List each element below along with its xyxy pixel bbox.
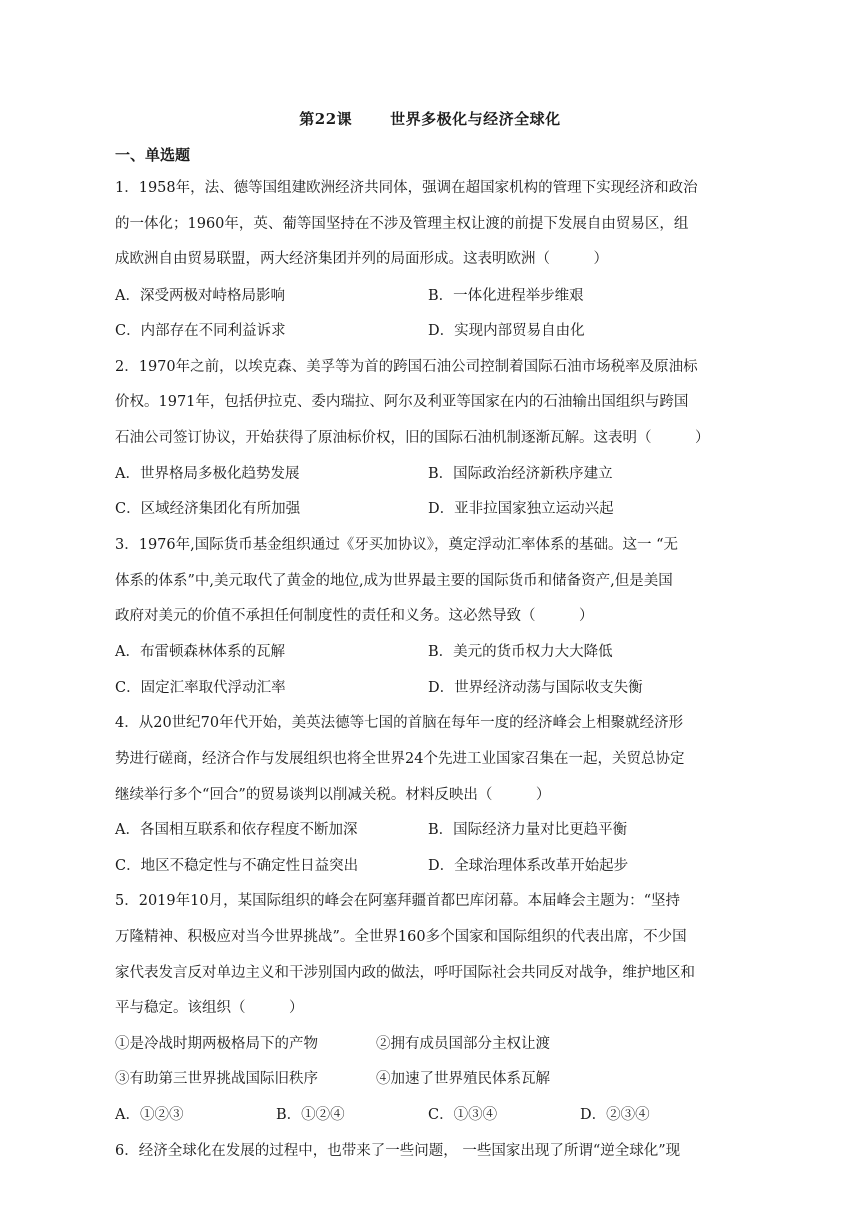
- q4-line-3: 继续举行多个“回合”的贸易谈判以削减关税。材料反映出（ ）: [115, 787, 551, 803]
- q2-option-d: D．亚非拉国家独立运动兴起: [428, 501, 614, 517]
- q5-option-d: D．②③④: [580, 1107, 650, 1123]
- q2-line-1: 2．1970年之前，以埃克森、美孚等为首的跨国石油公司控制着国际石油市场税率及原油标: [115, 359, 698, 375]
- q5-line-1: 5．2019年10月，某国际组织的峰会在阿塞拜疆首都巴库闭幕。本届峰会主题为：“坚持: [115, 893, 680, 909]
- q2-option-c: C．区域经济集团化有所加强: [115, 501, 301, 517]
- section-heading: 一、单选题: [115, 146, 191, 164]
- q1-line-3: 成欧洲自由贸易联盟，两大经济集团并列的局面形成。这表明欧洲（ ）: [115, 251, 608, 267]
- q3-line-1: 3．1976年,国际货币基金组织通过《牙买加协议》，奠定浮动汇率体系的基础。这一 “无: [115, 537, 679, 553]
- q5-statement-1: ①是冷战时期两极格局下的产物: [115, 1036, 318, 1052]
- q3-option-d: D．世界经济动荡与国际收支失衡: [428, 680, 643, 696]
- q5-line-3: 家代表发言反对单边主义和干涉别国内政的做法，呼吁国际社会共同反对战争，维护地区和: [115, 965, 695, 981]
- page-title: [0, 108, 860, 129]
- q1-option-a: A．深受两极对峙格局影响: [115, 288, 285, 304]
- q5-line-4: 平与稳定。该组织（ ）: [115, 1000, 304, 1016]
- q1-line-1: 1．1958年，法、德等国组建欧洲经济共同体，强调在超国家机构的管理下实现经济和政治: [115, 180, 698, 196]
- q3-option-b: B．美元的货币权力大大降低: [428, 644, 613, 660]
- q2-option-b: B．国际政治经济新秩序建立: [428, 466, 613, 482]
- q4-option-b: B．国际经济力量对比更趋平衡: [428, 822, 628, 838]
- q4-option-a: A．各国相互联系和依存程度不断加深: [115, 822, 358, 838]
- q5-option-c: C．①③④: [428, 1107, 498, 1123]
- q3-line-3: 政府对美元的价值不承担任何制度性的责任和义务。这必然导致（ ）: [115, 608, 594, 624]
- lesson-name: 世界多极化与经济全球化: [390, 110, 561, 128]
- q5-statement-3: ③有助第三世界挑战国际旧秩序: [115, 1071, 318, 1087]
- q2-line-3: 石油公司签订协议，开始获得了原油标价权，旧的国际石油机制逐渐瓦解。这表明（ ）: [115, 430, 710, 446]
- q4-line-1: 4．从20世纪70年代开始，美英法德等七国的首脑在每年一度的经济峰会上相聚就经济形: [115, 715, 684, 731]
- lesson-number: 第22课: [299, 110, 353, 128]
- q5-option-a: A．①②③: [115, 1107, 184, 1123]
- q2-line-2: 价权。1971年，包括伊拉克、委内瑞拉、阿尔及利亚等国家在内的石油输出国组织与跨国: [115, 394, 689, 410]
- q1-option-d: D．实现内部贸易自由化: [428, 323, 585, 339]
- q4-option-c: C．地区不稳定性与不确定性日益突出: [115, 858, 359, 874]
- q2-option-a: A．世界格局多极化趋势发展: [115, 466, 300, 482]
- q5-line-2: 万隆精神、积极应对当今世界挑战”。全世界160多个国家和国际组织的代表出席，不少国: [115, 929, 687, 945]
- q4-option-d: D．全球治理体系改革开始起步: [428, 858, 629, 874]
- q6-line-1: 6．经济全球化在发展的过程中，也带来了一些问题， 一些国家出现了所谓“逆全球化”现: [115, 1143, 681, 1159]
- q5-statement-2: ②拥有成员国部分主权让渡: [376, 1036, 550, 1052]
- q3-option-c: C．固定汇率取代浮动汇率: [115, 680, 286, 696]
- q4-line-2: 势进行磋商，经济合作与发展组织也将全世界24个先进工业国家召集在一起，关贸总协定: [115, 751, 685, 767]
- q1-option-c: C．内部存在不同利益诉求: [115, 323, 286, 339]
- q1-option-b: B．一体化进程举步维艰: [428, 288, 584, 304]
- q5-statement-4: ④加速了世界殖民体系瓦解: [376, 1071, 550, 1087]
- q5-option-b: B．①②④: [276, 1107, 345, 1123]
- q1-line-2: 的一体化；1960年，英、葡等国坚持在不涉及管理主权让渡的前提下发展自由贸易区，组: [115, 216, 689, 232]
- q3-option-a: A．布雷顿森林体系的瓦解: [115, 644, 285, 660]
- q3-line-2: 体系的体系”中,美元取代了黄金的地位,成为世界最主要的国际货币和储备资产,但是美国: [115, 573, 673, 589]
